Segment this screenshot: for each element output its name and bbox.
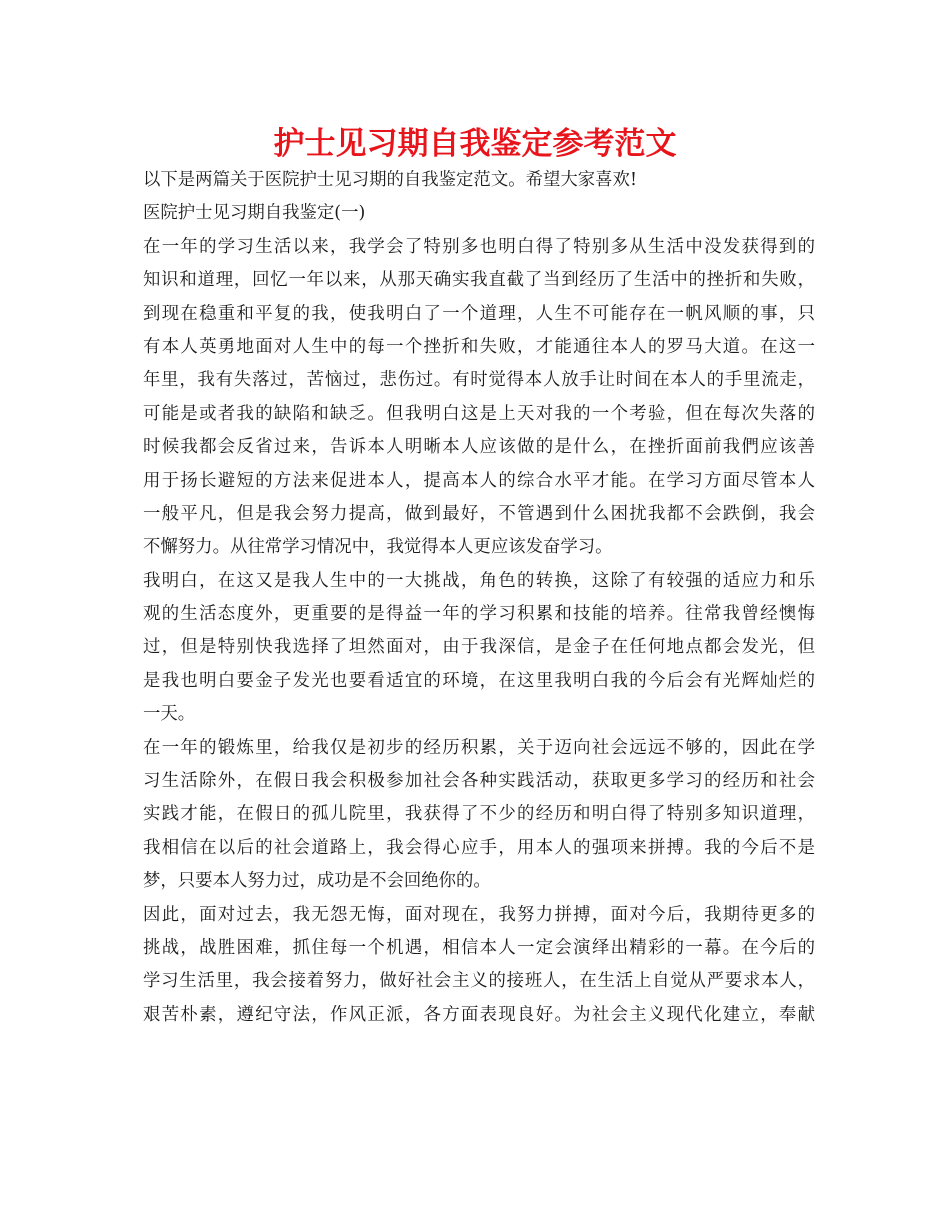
text-line: 我明白，在这又是我人生中的一大挑战，角色的转换，这除了有较强的适应力和乐	[143, 570, 815, 591]
text-line: 时候我都会反省过来，告诉本人明晰本人应该做的是什么，在挫折面前我們应该善	[143, 437, 815, 458]
text-line: 艰苦朴素，遵纪守法，作风正派，各方面表现良好。为社会主义现代化建立，奉献	[143, 1004, 815, 1025]
text-line: 过，但是特别快我选择了坦然面对，由于我深信，是金子在任何地点都会发光，但	[143, 637, 815, 658]
text-line: 年里，我有失落过，苦恼过，悲伤过。有时觉得本人放手让时间在本人的手里流走，	[143, 370, 815, 391]
text-line: 我相信在以后的社会道路上，我会得心应手，用本人的强项来拼搏。我的今后不是	[143, 837, 815, 858]
text-line: 以下是两篇关于医院护士见习期的自我鉴定范文。希望大家喜欢!	[143, 170, 637, 190]
text-line: 习生活除外，在假日我会积极参加社会各种实践活动，获取更多学习的经历和社会	[143, 771, 815, 792]
text-line: 不懈努力。从往常学习情况中，我觉得本人更应该发奋学习。	[143, 537, 613, 558]
text-line: 梦，只要本人努力过，成功是不会回绝你的。	[143, 871, 491, 892]
text-line: 在一年的学习生活以来，我学会了特别多也明白得了特别多从生活中没发获得到的	[143, 236, 815, 257]
text-line: 挑战，战胜困难，抓住每一个机遇，相信本人一定会演绎出精彩的一幕。在今后的	[143, 937, 815, 958]
text-line: 学习生活里，我会接着努力，做好社会主义的接班人，在生活上自觉从严要求本人，	[143, 971, 815, 992]
text-line: 到现在稳重和平复的我，使我明白了一个道理，人生不可能存在一帆风顺的事，只	[143, 303, 815, 324]
text-line: 是我也明白要金子发光也要看适宜的环境，在这里我明白我的今后会有光辉灿烂的	[143, 670, 815, 691]
text-line: 医院护士见习期自我鉴定(一)	[143, 203, 366, 224]
text-line: 在一年的锻炼里，给我仅是初步的经历积累，关于迈向社会远远不够的，因此在学	[143, 737, 815, 758]
text-line: 知识和道理，回忆一年以来，从那天确实我直截了当到经历了生活中的挫折和失败，	[143, 270, 815, 291]
text-line: 用于扬长避短的方法来促进本人，提高本人的综合水平才能。在学习方面尽管本人	[143, 470, 815, 491]
text-line: 因此，面对过去，我无怨无悔，面对现在，我努力拼搏，面对今后，我期待更多的	[143, 904, 815, 925]
document-title: 护士见习期自我鉴定参考范文	[273, 126, 677, 162]
text-line: 一天。	[143, 704, 196, 725]
document-body	[143, 164, 815, 1032]
text-line: 一般平凡，但是我会努力提高，做到最好，不管遇到什么困扰我都不会跌倒，我会	[143, 503, 815, 524]
text-line: 有本人英勇地面对人生中的每一个挫折和失败，才能通往本人的罗马大道。在这一	[143, 336, 815, 357]
text-line: 实践才能，在假日的孤儿院里，我获得了不少的经历和明白得了特别多知识道理，	[143, 804, 815, 825]
text-line: 观的生活态度外，更重要的是得益一年的学习积累和技能的培养。往常我曾经懊悔	[143, 604, 815, 625]
text-line: 可能是或者我的缺陷和缺乏。但我明白这是上天对我的一个考验，但在每次失落的	[143, 403, 815, 424]
